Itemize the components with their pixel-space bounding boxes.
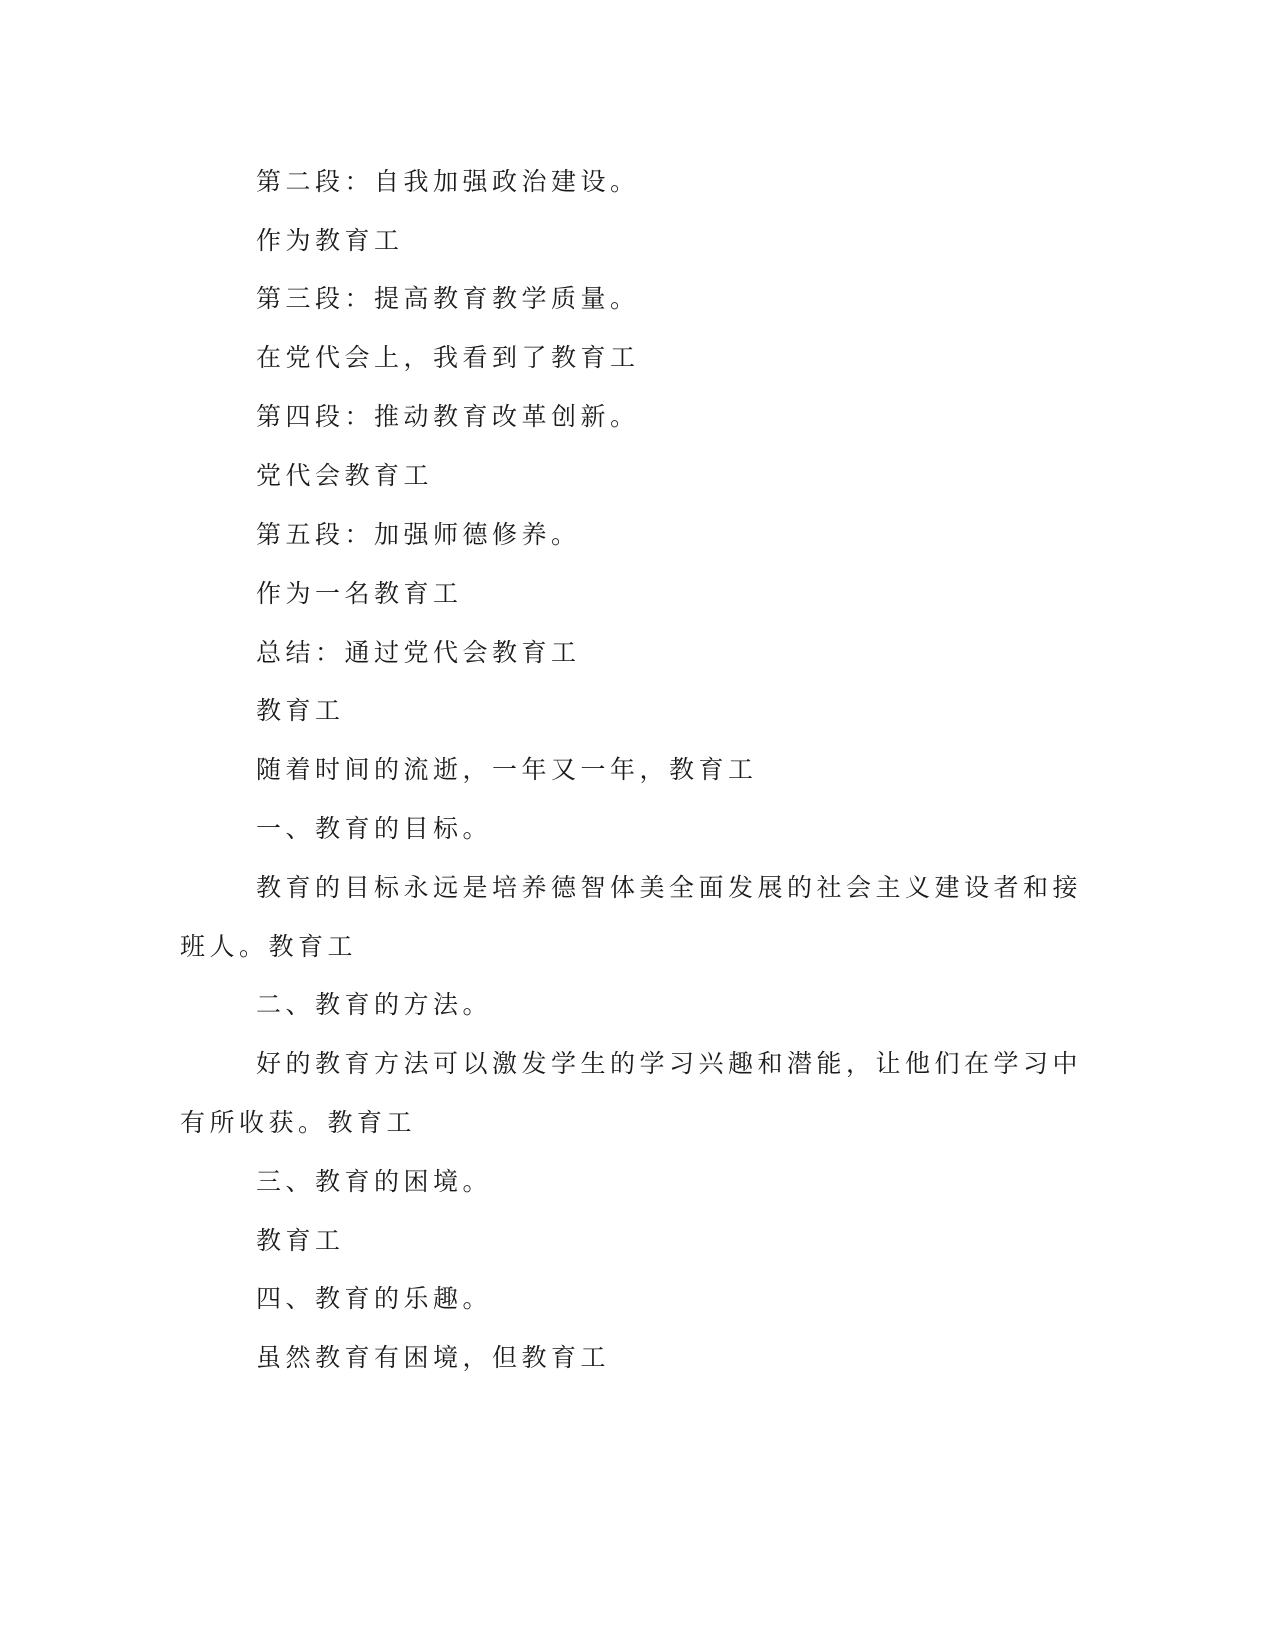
text-line: 在党代会上，我看到了教育工 (256, 343, 640, 372)
text-line: 总结：通过党代会教育工 (256, 638, 581, 667)
text-line: 教育工 (256, 696, 345, 725)
section-heading: 一、教育的目标。 (256, 814, 493, 843)
section-heading: 三、教育的困境。 (256, 1167, 493, 1196)
text-line: 好的教育方法可以激发学生的学习兴趣和潜能，让他们在学习中 (256, 1049, 1083, 1078)
text-line: 作为教育工 (256, 226, 404, 255)
text-line: 第二段：自我加强政治建设。 (256, 167, 640, 196)
section-heading: 二、教育的方法。 (256, 990, 493, 1019)
text-line: 党代会教育工 (256, 461, 434, 490)
text-line: 教育工 (256, 1226, 345, 1255)
text-line: 班人。教育工 (180, 932, 358, 961)
text-line: 有所收获。教育工 (180, 1108, 417, 1137)
text-line: 教育的目标永远是培养德智体美全面发展的社会主义建设者和接 (256, 873, 1083, 902)
text-line: 第五段：加强师德修养。 (256, 520, 581, 549)
text-line: 虽然教育有困境，但教育工 (256, 1343, 611, 1372)
text-line: 作为一名教育工 (256, 579, 463, 608)
section-heading: 四、教育的乐趣。 (256, 1284, 493, 1313)
text-line: 第四段：推动教育改革创新。 (256, 402, 640, 431)
text-line: 第三段：提高教育教学质量。 (256, 284, 640, 313)
text-line: 随着时间的流逝，一年又一年，教育工 (256, 755, 758, 784)
